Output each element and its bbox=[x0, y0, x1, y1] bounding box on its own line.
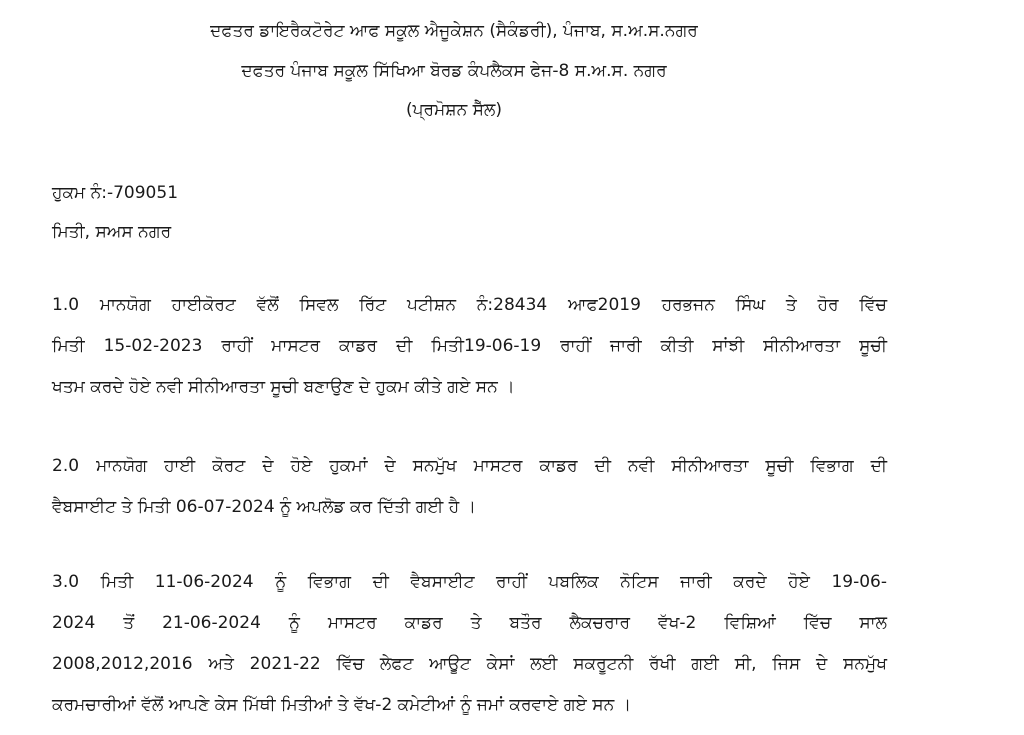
paragraph-line: 2008,2012,2016 ਅਤੇ 2021-22 ਵਿੱਚ ਲੇਫਟ ਆਊਟ ਕੇਸਾਂ ਲਈ ਸਕਰੂਟਨੀ ਰੱਖੀ ਗਈ ਸੀ, ਜਿਸ ਦੇ ਸਨਮੁੱਖ bbox=[52, 654, 887, 674]
paragraph-line: ਵੈਬਸਾਈਟ ਤੇ ਮਿਤੀ 06-07-2024 ਨੂੰ ਅਪਲੋਡ ਕਰ ਦਿੱਤੀ ਗਈ ਹੈ । bbox=[52, 497, 477, 517]
paragraph-line: 3.0 ਮਿਤੀ 11-06-2024 ਨੂੰ ਵਿਭਾਗ ਦੀ ਵੈਬਸਾਈਟ ਰਾਹੀਂ ਪਬਲਿਕ ਨੋਟਿਸ ਜਾਰੀ ਕਰਦੇ ਹੋਏ 19-06- bbox=[52, 572, 887, 592]
office-title-directorate: ਦਫਤਰ ਡਾਇਰੈਕਟੋਰੇਟ ਆਫ ਸਕੂਲ ਐਜੂਕੇਸ਼ਨ (ਸੈਕੰਡਰੀ), ਪੰਜਾਬ, ਸ.ਅ.ਸ.ਨਗਰ bbox=[210, 21, 698, 41]
paragraph-1 bbox=[52, 294, 887, 417]
paragraph-2 bbox=[52, 455, 887, 537]
paragraph-line: ਮਿਤੀ 15-02-2023 ਰਾਹੀਂ ਮਾਸਟਰ ਕਾਡਰ ਦੀ ਮਿਤੀ19-06-19 ਰਾਹੀਂ ਜਾਰੀ ਕੀਤੀ ਸਾਂਝੀ ਸੀਨੀਆਰਤਾ ਸੂਚੀ bbox=[52, 336, 887, 356]
paragraph-line: ਖਤਮ ਕਰਦੇ ਹੋਏ ਨਵੀ ਸੀਨੀਆਰਤਾ ਸੂਚੀ ਬਣਾਉਣ ਦੇ ਹੁਕਮ ਕੀਤੇ ਗਏ ਸਨ । bbox=[52, 377, 515, 397]
paragraph-line: ਕਰਮਚਾਰੀਆਂ ਵੱਲੋਂ ਆਪਣੇ ਕੇਸ ਮਿੱਥੀ ਮਿਤੀਆਂ ਤੇ ਵੱਖ-2 ਕਮੇਟੀਆਂ ਨੂੰ ਜਮਾਂ ਕਰਵਾਏ ਗਏ ਸਨ । bbox=[52, 695, 632, 715]
paragraph-line: 2024 ਤੋਂ 21-06-2024 ਨੂੰ ਮਾਸਟਰ ਕਾਡਰ ਤੇ ਬਤੌਰ ਲੈਕਚਰਾਰ ਵੱਖ-2 ਵਿਸ਼ਿਆਂ ਵਿੱਚ ਸਾਲ bbox=[52, 613, 887, 633]
paragraph-3 bbox=[52, 571, 887, 735]
order-number: ਹੁਕਮ ਨੰ:-709051 bbox=[52, 183, 179, 203]
office-cell-name: (ਪ੍ਰਮੋਸ਼ਨ ਸੈੱਲ) bbox=[405, 100, 503, 120]
paragraph-line: 2.0 ਮਾਨਯੋਗ ਹਾਈ ਕੋਰਟ ਦੇ ਹੋਏ ਹੁਕਮਾਂ ਦੇ ਸਨਮੁੱਖ ਮਾਸਟਰ ਕਾਡਰ ਦੀ ਨਵੀ ਸੀਨੀਆਰਤਾ ਸੂਚੀ ਵਿਭਾਗ ਦੀ bbox=[52, 456, 887, 476]
order-date: ਮਿਤੀ, ਸਅਸ ਨਗਰ bbox=[52, 222, 172, 242]
paragraph-line: 1.0 ਮਾਨਯੋਗ ਹਾਈਕੋਰਟ ਵੱਲੋਂ ਸਿਵਲ ਰਿੱਟ ਪਟੀਸ਼ਨ ਨੰ:28434 ਆਫ2019 ਹਰਭਜਨ ਸਿੰਘ ਤੇ ਹੋਰ ਵਿੱਚ bbox=[52, 295, 887, 315]
office-title-board-complex: ਦਫਤਰ ਪੰਜਾਬ ਸਕੂਲ ਸਿੱਖਿਆ ਬੋਰਡ ਕੰਪਲੈਕਸ ਫੇਜ-8 ਸ.ਅ.ਸ. ਨਗਰ bbox=[241, 61, 667, 81]
